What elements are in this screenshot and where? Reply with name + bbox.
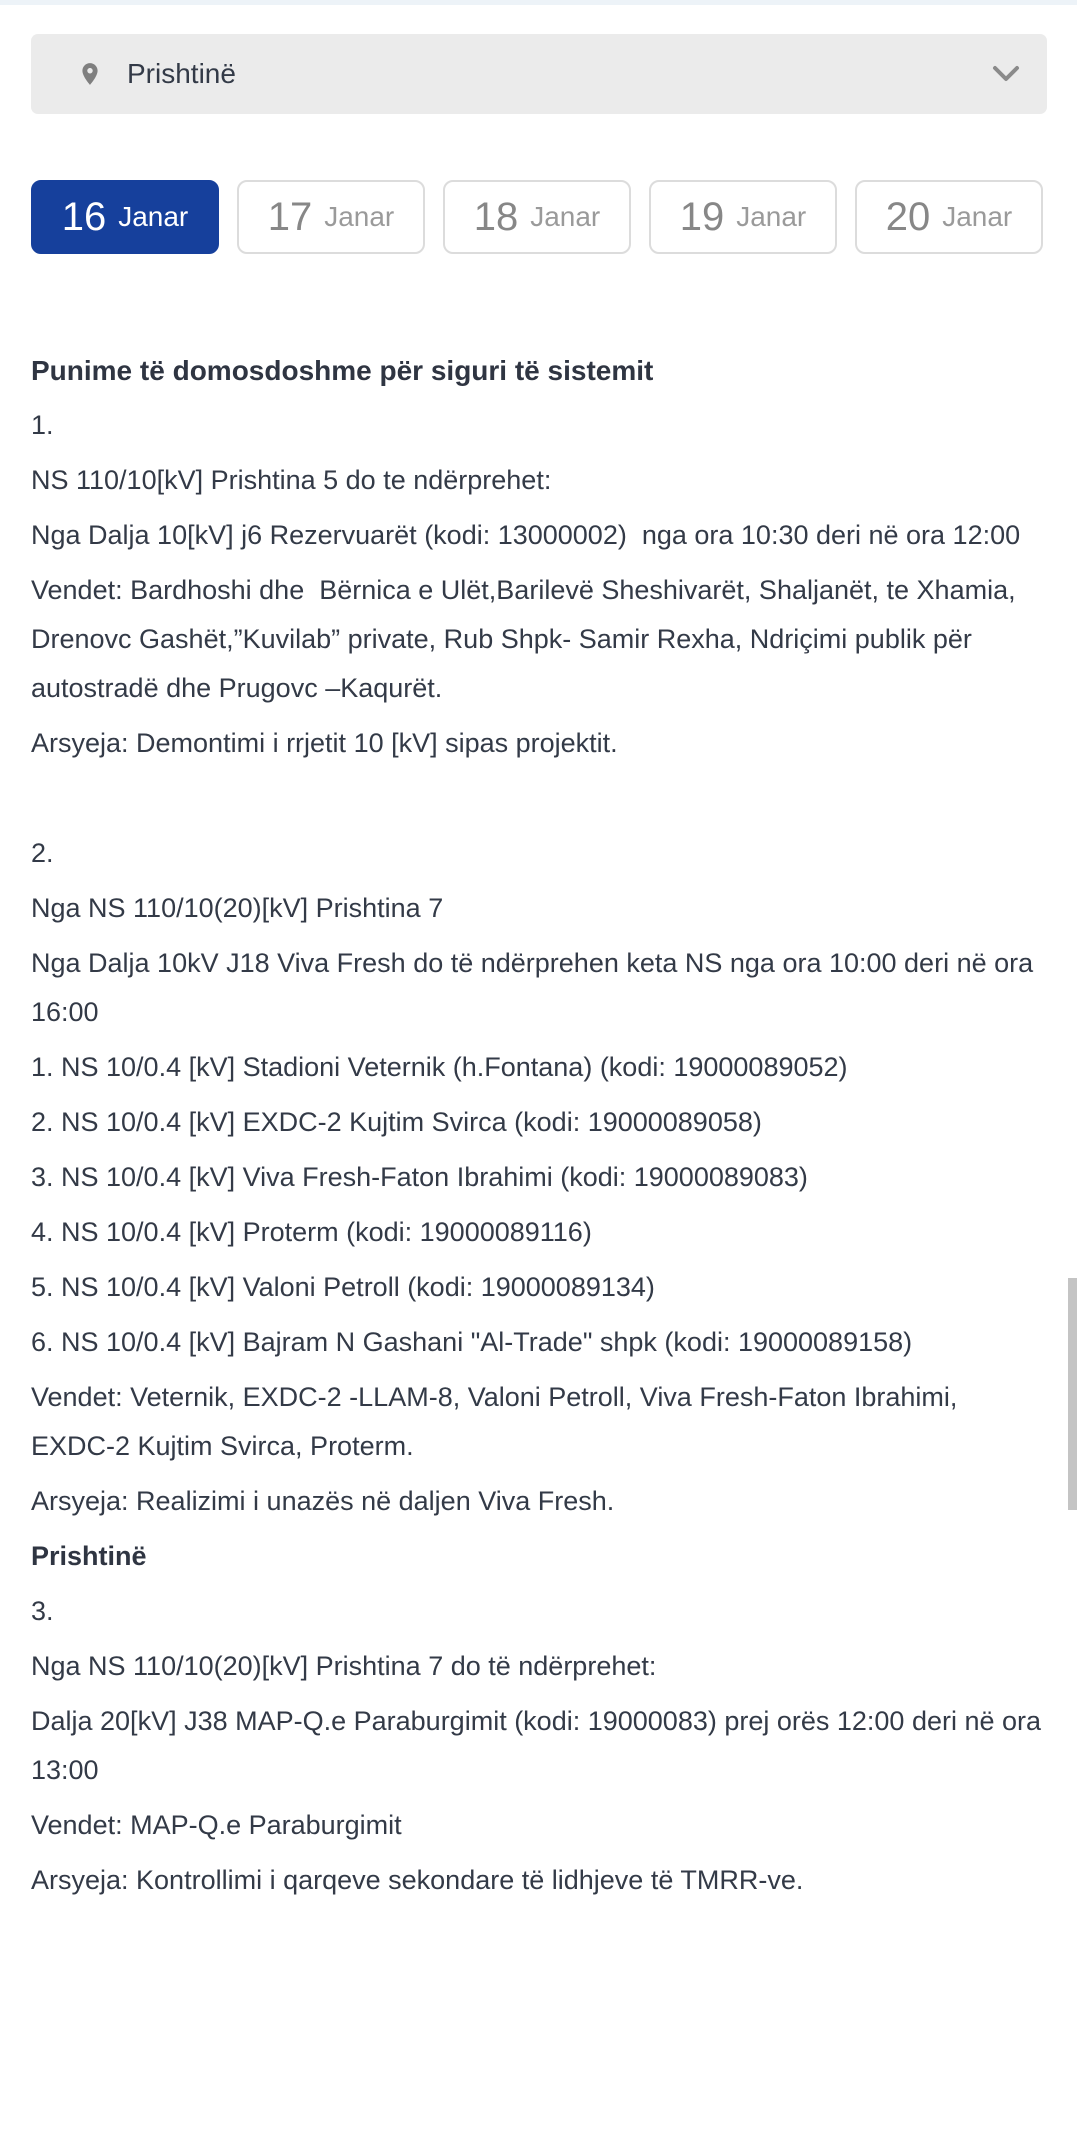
tab-day: 19 xyxy=(679,194,725,239)
list-item-ns1: 1. NS 10/0.4 [kV] Stadioni Veternik (h.Fontana) (kodi: 19000089052) xyxy=(31,1052,848,1082)
paragraph-substation3: Nga NS 110/10(20)[kV] Prishtina 7 do të ndërprehet: xyxy=(31,1651,657,1681)
paragraph-section1-number: 1. xyxy=(31,410,54,440)
paragraph-vendet2: Vendet: Veternik, EXDC-2 -LLAM-8, Valoni Petroll, Viva Fresh-Faton Ibrahimi, EXDC-2 Kujtim Svirca, Proterm. xyxy=(31,1382,958,1461)
tab-date-20-janar[interactable] xyxy=(855,180,1043,254)
paragraph-arsyeja: Arsyeja: Demontimi i rrjetit 10 [kV] sipas projektit. xyxy=(31,728,618,758)
tab-month: Janar xyxy=(118,201,189,232)
paragraph-substation2: Nga NS 110/10(20)[kV] Prishtina 7 xyxy=(31,893,444,923)
tab-day: 16 xyxy=(61,194,107,239)
list-item-ns2: 2. NS 10/0.4 [kV] EXDC-2 Kujtim Svirca (kodi: 19000089058) xyxy=(31,1107,762,1137)
paragraph-vendet: Vendet: Bardhoshi dhe Bërnica e Ulët,Barilevë Sheshivarët, Shaljanët, te Xhamia, Drenovc Gashët,”Kuvilab” private, Rub Shpk- Samir Rexha, Ndriçimi publik për autostradë dhe Prugovc –Kaqurët. xyxy=(31,575,1016,703)
paragraph-substation: NS 110/10[kV] Prishtina 5 do te ndërprehet: xyxy=(31,465,552,495)
paragraph-feeder-time: Nga Dalja 10[kV] j6 Rezervuarët (kodi: 13000002) nga ora 10:30 deri në ora 12:00 xyxy=(31,520,1021,550)
tab-day: 17 xyxy=(267,194,313,239)
paragraph-arsyeja2: Arsyeja: Realizimi i unazës në daljen Viva Fresh. xyxy=(31,1486,615,1516)
tab-day: 18 xyxy=(473,194,519,239)
paragraph-feeder-time2: Nga Dalja 10kV J18 Viva Fresh do të ndërprehen keta NS nga ora 10:00 deri në ora 16:00 xyxy=(31,948,1034,1027)
top-strip xyxy=(0,0,1077,5)
paragraph-vendet3: Vendet: MAP-Q.e Paraburgimit xyxy=(31,1810,402,1840)
tab-month: Janar xyxy=(942,201,1013,232)
location-selector[interactable] xyxy=(31,34,1047,114)
paragraph-section2-number: 2. xyxy=(31,838,54,868)
paragraph-section3-number: 3. xyxy=(31,1596,54,1626)
paragraph-feeder-time3: Dalja 20[kV] J38 MAP-Q.e Paraburgimit (kodi: 19000083) prej orës 12:00 deri në ora 13:00 xyxy=(31,1706,1042,1785)
list-item-ns3: 3. NS 10/0.4 [kV] Viva Fresh-Faton Ibrahimi (kodi: 19000089083) xyxy=(31,1162,808,1192)
paragraph-spacer xyxy=(31,774,1047,823)
date-tabs xyxy=(31,180,1047,254)
tab-month: Janar xyxy=(324,201,395,232)
tab-date-18-janar[interactable] xyxy=(443,180,631,254)
tab-day: 20 xyxy=(885,194,931,239)
tab-date-17-janar[interactable] xyxy=(237,180,425,254)
outage-article xyxy=(31,340,1047,1911)
list-item-ns6: 6. NS 10/0.4 [kV] Bajram N Gashani "Al-Trade" shpk (kodi: 19000089158) xyxy=(31,1327,913,1357)
tab-month: Janar xyxy=(530,201,601,232)
list-item-ns5: 5. NS 10/0.4 [kV] Valoni Petroll (kodi: 19000089134) xyxy=(31,1272,655,1302)
paragraph-arsyeja3: Arsyeja: Kontrollimi i qarqeve sekondare të lidhjeve të TMRR-ve. xyxy=(31,1865,804,1895)
scrollbar-thumb[interactable] xyxy=(1068,1278,1077,1510)
tab-date-16-janar[interactable] xyxy=(31,180,219,254)
location-pin-icon xyxy=(77,57,103,91)
tab-date-19-janar[interactable] xyxy=(649,180,837,254)
article-title: Punime të domosdoshme për siguri të sistemit xyxy=(31,355,654,386)
location-label: Prishtinë xyxy=(127,58,236,89)
tab-month: Janar xyxy=(736,201,807,232)
chevron-down-icon xyxy=(991,64,1021,84)
list-item-ns4: 4. NS 10/0.4 [kV] Proterm (kodi: 19000089116) xyxy=(31,1217,592,1247)
paragraph-city-heading: Prishtinë xyxy=(31,1541,147,1571)
